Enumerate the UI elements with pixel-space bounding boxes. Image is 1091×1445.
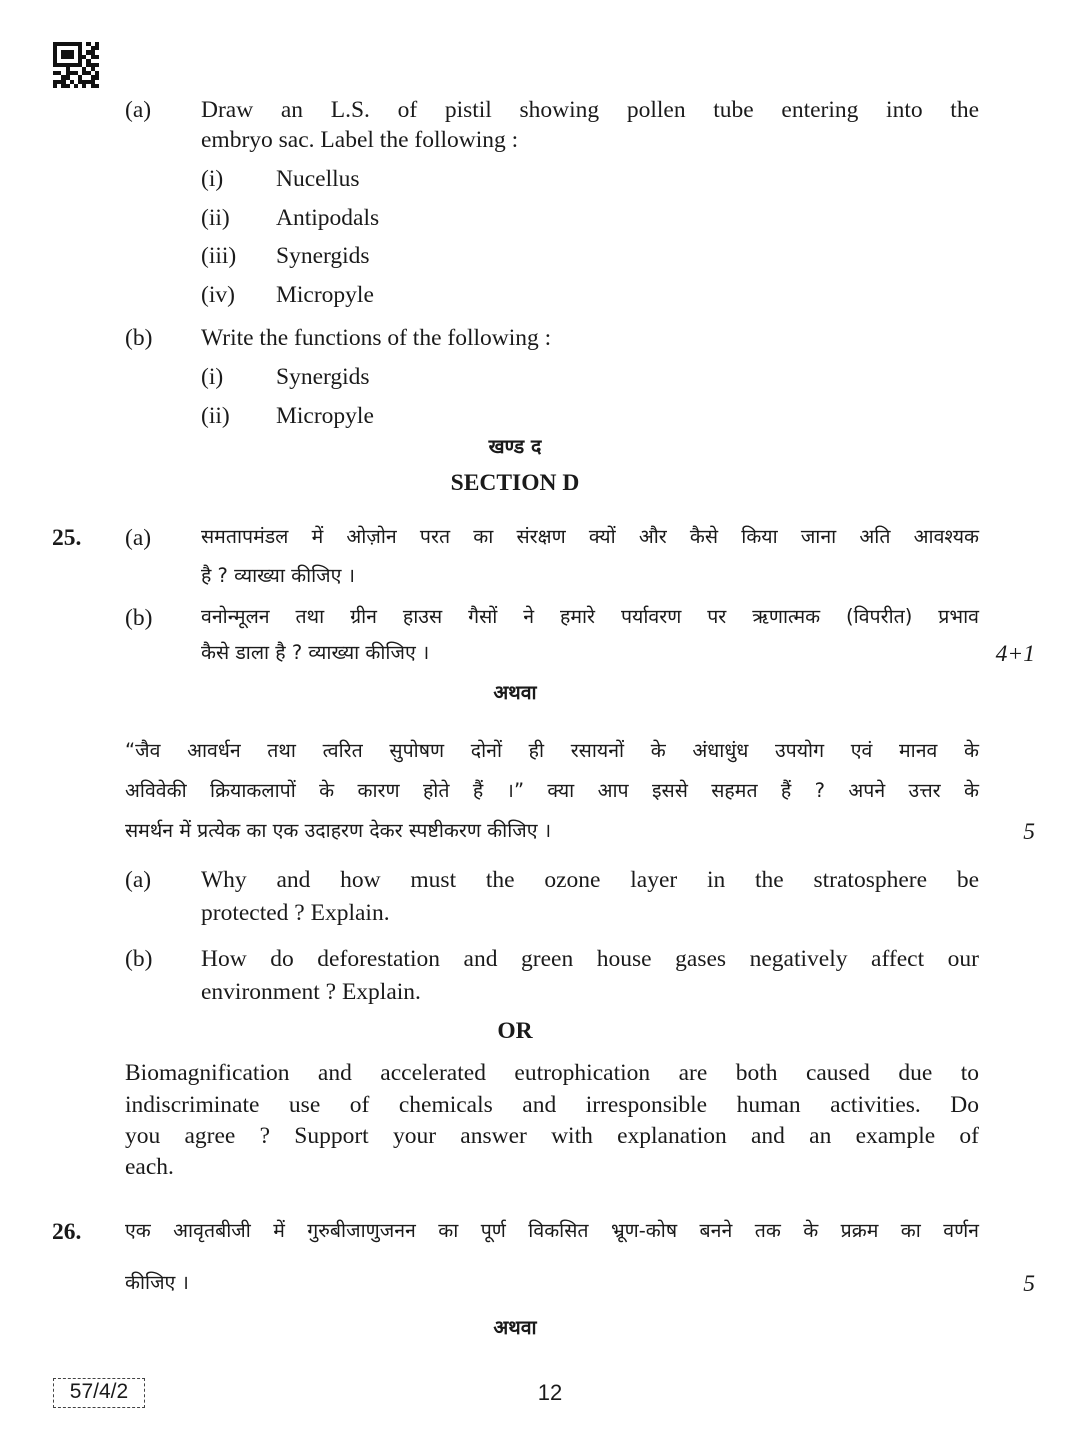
q24-b-item-num: (ii) (201, 403, 230, 429)
or-heading-hindi: अथवा (493, 681, 537, 704)
q24-a-item-text: Synergids (276, 243, 370, 269)
q24-b-item-text: Micropyle (276, 403, 374, 429)
q25-en-or-line1: Biomagnification and accelerated eutrophication are both caused due to (125, 1060, 979, 1086)
q25-hi-b-line1: वनोन्मूलन तथा ग्रीन हाउस गैसों ने हमारे पर्यावरण पर ऋणात्मक (विपरीत) प्रभाव (201, 605, 979, 628)
q24-a-item-num: (ii) (201, 205, 230, 231)
q25-hi-or-line1: “जैव आवर्धन तथा त्वरित सुपोषण दोनों ही रसायनों के अंधाधुंध उपयोग एवं मानव के (125, 739, 979, 762)
question-number: 25. (52, 525, 82, 551)
q24-a-item-text: Micropyle (276, 282, 374, 308)
marks: 4+1 (995, 641, 1035, 667)
q26-hi-line2: कीजिए । (125, 1271, 189, 1294)
qr-code-icon (53, 42, 99, 88)
q25-hi-a-label: (a) (125, 525, 152, 551)
q25-en-or-line2: indiscriminate use of chemicals and irresponsible human activities. Do (125, 1092, 979, 1118)
q26-hi-line1: एक आवृतबीजी में गुरुबीजाणुजनन का पूर्ण विकसित भ्रूण-कोष बनने तक के प्रक्रम का वर्णन (125, 1219, 979, 1242)
page-number: 12 (537, 1380, 563, 1405)
q25-hi-a-line1: समतापमंडल में ओज़ोन परत का संरक्षण क्यों और कैसे किया जाना अति आवश्यक (201, 525, 979, 548)
q25-en-a-line2: protected ? Explain. (201, 900, 390, 926)
q25-en-or-line3: you agree ? Support your answer with explanation and an example of (125, 1123, 979, 1149)
q24-a-item-num: (i) (201, 166, 224, 192)
section-heading-hindi: खण्ड द (488, 435, 542, 458)
marks: 5 (1023, 1271, 1035, 1297)
paper-code: 57/4/2 (53, 1378, 145, 1408)
question-number: 26. (52, 1219, 82, 1245)
q25-hi-b-label: (b) (125, 605, 153, 631)
q24-a-item-text: Antipodals (276, 205, 380, 231)
q24-b-label: (b) (125, 325, 153, 351)
q24-b-item-num: (i) (201, 364, 224, 390)
or-heading-hindi: अथवा (493, 1316, 537, 1339)
q24-b-item-text: Synergids (276, 364, 370, 390)
section-heading: SECTION D (450, 470, 580, 496)
or-heading: OR (497, 1018, 533, 1044)
q24-a-label: (a) (125, 97, 152, 123)
q25-hi-or-line3: समर्थन में प्रत्येक का एक उदाहरण देकर स्पष्टीकरण कीजिए । (125, 819, 552, 842)
q25-en-or-line4: each. (125, 1154, 174, 1180)
q25-en-a-line1: Why and how must the ozone layer in the stratosphere be (201, 867, 979, 893)
q24-a-item-num: (iii) (201, 243, 237, 269)
marks: 5 (1023, 819, 1035, 845)
q25-en-b-line2: environment ? Explain. (201, 979, 421, 1005)
q24-a-item-text: Nucellus (276, 166, 360, 192)
q24-b-text: Write the functions of the following : (201, 325, 552, 351)
q25-hi-a-line2: है ? व्याख्या कीजिए । (201, 564, 356, 587)
q25-hi-or-line2: अविवेकी क्रियाकलापों के कारण होते हैं ।” क्या आप इससे सहमत हैं ? अपने उत्तर के (125, 779, 979, 802)
q25-en-b-line1: How do deforestation and green house gases negatively affect our (201, 946, 979, 972)
q24-a-line2: embryo sac. Label the following : (201, 127, 519, 153)
q24-a-item-num: (iv) (201, 282, 235, 308)
q24-a-line1: Draw an L.S. of pistil showing pollen tube entering into the (201, 97, 979, 123)
q25-hi-b-line2: कैसे डाला है ? व्याख्या कीजिए । (201, 641, 430, 664)
q25-en-a-label: (a) (125, 867, 152, 893)
q25-en-b-label: (b) (125, 946, 153, 972)
